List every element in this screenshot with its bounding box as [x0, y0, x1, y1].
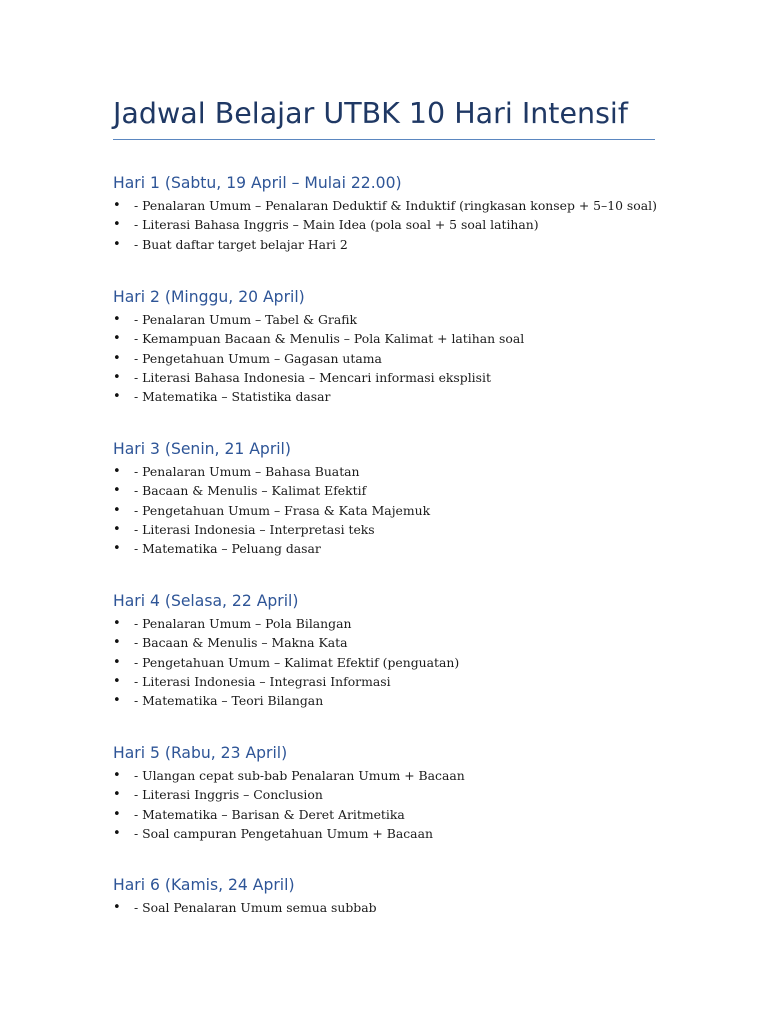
task-item	[113, 349, 673, 368]
task-item	[113, 691, 673, 710]
bullet-icon: •	[113, 541, 121, 557]
day-heading: Hari 3 (Senin, 21 April)	[113, 440, 291, 458]
task-list	[113, 766, 673, 843]
task-text: - Pengetahuan Umum – Gagasan utama	[134, 350, 382, 366]
task-list	[113, 898, 673, 917]
day-heading: Hari 6 (Kamis, 24 April)	[113, 876, 295, 894]
bullet-icon: •	[113, 521, 121, 537]
day-section-1	[113, 170, 673, 254]
task-text: - Matematika – Teori Bilangan	[134, 693, 324, 709]
task-text: - Literasi Indonesia – Integrasi Informasi	[134, 673, 391, 689]
day-section-2	[113, 284, 673, 406]
title-underline	[113, 139, 655, 140]
bullet-icon: •	[113, 198, 121, 213]
day-heading: Hari 4 (Selasa, 22 April)	[113, 592, 299, 610]
day-section-5	[113, 740, 673, 843]
task-item	[113, 368, 673, 387]
task-text: - Penalaran Umum – Tabel & Grafik	[134, 312, 357, 327]
task-text: - Pengetahuan Umum – Kalimat Efektif (penguatan)	[134, 654, 460, 670]
bullet-icon: •	[113, 350, 121, 366]
bullet-icon: •	[113, 502, 121, 518]
bullet-icon: •	[113, 900, 121, 915]
task-text: - Literasi Indonesia – Interpretasi teks	[134, 521, 375, 537]
task-item	[113, 196, 673, 215]
bullet-icon: •	[113, 331, 121, 347]
day-heading: Hari 1 (Sabtu, 19 April – Mulai 22.00)	[113, 174, 402, 192]
task-text: - Matematika – Statistika dasar	[134, 389, 331, 405]
task-text: - Matematika – Barisan & Deret Aritmetika	[134, 806, 405, 822]
bullet-icon: •	[113, 312, 121, 327]
bullet-icon: •	[113, 464, 121, 479]
task-list	[113, 614, 673, 710]
task-item	[113, 329, 673, 348]
task-text: - Bacaan & Menulis – Makna Kata	[134, 635, 348, 651]
task-item	[113, 481, 673, 500]
task-item	[113, 672, 673, 691]
task-item	[113, 785, 673, 804]
day-section-4	[113, 588, 673, 710]
task-text: - Ulangan cepat sub-bab Penalaran Umum + Bacaan	[134, 768, 465, 783]
bullet-icon: •	[113, 369, 121, 385]
task-item	[113, 898, 673, 917]
task-text: - Matematika – Peluang dasar	[134, 541, 321, 557]
task-text: - Kemampuan Bacaan & Menulis – Pola Kalimat + latihan soal	[134, 331, 525, 347]
task-text: - Soal Penalaran Umum semua subbab	[134, 900, 377, 915]
task-item	[113, 520, 673, 539]
task-item	[113, 215, 673, 234]
task-text: - Soal campuran Pengetahuan Umum + Bacaan	[134, 825, 433, 841]
bullet-icon: •	[113, 217, 121, 233]
bullet-icon: •	[113, 616, 121, 631]
day-section-6	[113, 872, 673, 917]
task-text: - Bacaan & Menulis – Kalimat Efektif	[134, 483, 367, 499]
task-item	[113, 633, 673, 652]
task-item	[113, 235, 673, 254]
bullet-icon: •	[113, 787, 121, 803]
task-item	[113, 539, 673, 558]
bullet-icon: •	[113, 654, 121, 670]
task-item	[113, 614, 673, 633]
bullet-icon: •	[113, 673, 121, 689]
task-item	[113, 824, 673, 843]
task-item	[113, 310, 673, 329]
task-text: - Penalaran Umum – Penalaran Deduktif & Induktif (ringkasan konsep + 5–10 soal)	[134, 198, 657, 213]
task-text: - Literasi Bahasa Indonesia – Mencari informasi eksplisit	[134, 369, 491, 385]
bullet-icon: •	[113, 483, 121, 499]
bullet-icon: •	[113, 825, 121, 841]
task-list	[113, 462, 673, 558]
task-text: - Literasi Bahasa Inggris – Main Idea (pola soal + 5 soal latihan)	[134, 217, 539, 233]
task-item	[113, 653, 673, 672]
task-item	[113, 766, 673, 785]
task-text: - Penalaran Umum – Bahasa Buatan	[134, 464, 360, 479]
bullet-icon: •	[113, 768, 121, 783]
document-title: Jadwal Belajar UTBK 10 Hari Intensif	[113, 97, 628, 130]
task-text: - Buat daftar target belajar Hari 2	[134, 236, 348, 252]
task-list	[113, 310, 673, 406]
day-section-3	[113, 436, 673, 558]
task-item	[113, 462, 673, 481]
bullet-icon: •	[113, 389, 121, 405]
task-text: - Pengetahuan Umum – Frasa & Kata Majemuk	[134, 502, 431, 518]
day-heading: Hari 2 (Minggu, 20 April)	[113, 288, 305, 306]
day-heading: Hari 5 (Rabu, 23 April)	[113, 744, 288, 762]
bullet-icon: •	[113, 693, 121, 709]
task-text: - Literasi Inggris – Conclusion	[134, 787, 323, 803]
task-item	[113, 805, 673, 824]
bullet-icon: •	[113, 635, 121, 651]
task-item	[113, 501, 673, 520]
task-item	[113, 387, 673, 406]
bullet-icon: •	[113, 806, 121, 822]
bullet-icon: •	[113, 236, 121, 252]
task-list	[113, 196, 673, 254]
task-text: - Penalaran Umum – Pola Bilangan	[134, 616, 352, 631]
